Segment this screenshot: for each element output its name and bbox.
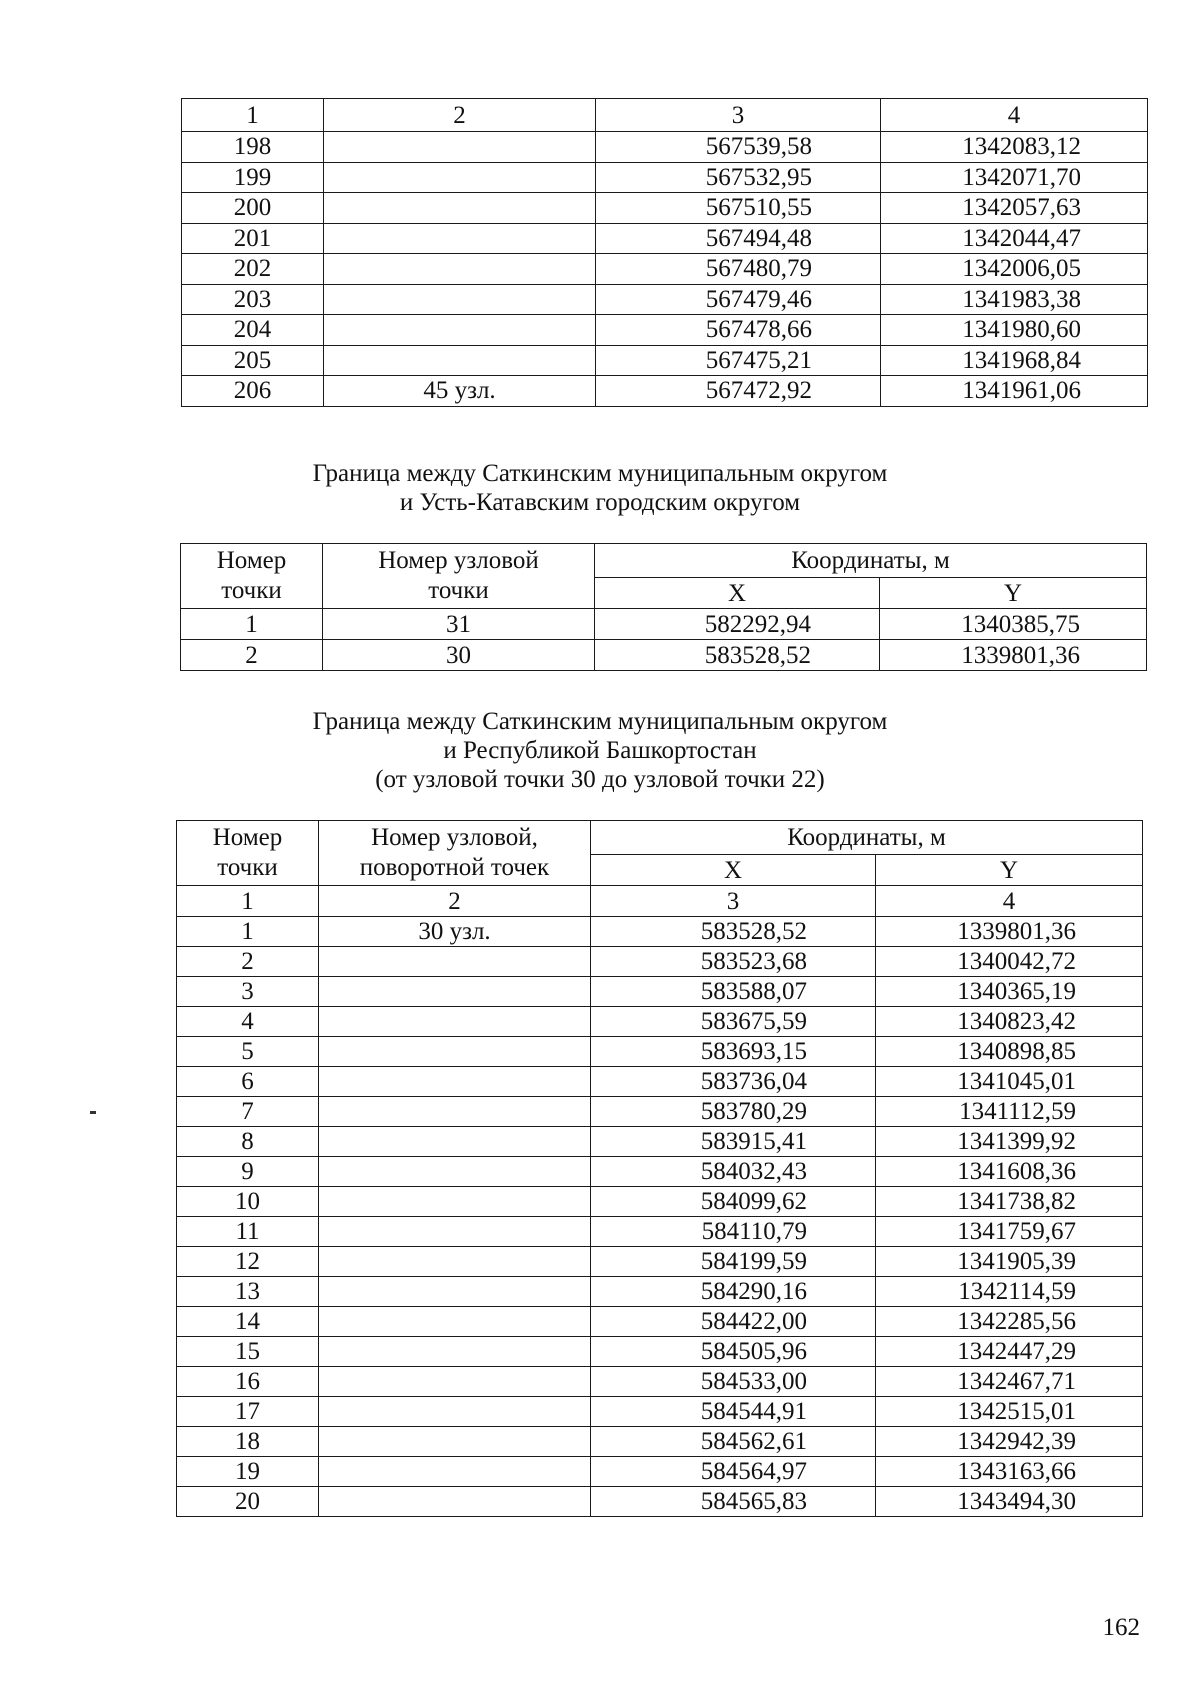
cell-y: 1340385,75 <box>880 609 1147 640</box>
table-row <box>182 284 1148 315</box>
cell-x: 584564,97 <box>591 1457 876 1487</box>
header-node-turn-number <box>319 821 591 886</box>
table-row <box>177 917 1143 947</box>
title-line: (от узловой точки 30 до узловой точки 22) <box>375 766 825 793</box>
cell-x: 584565,83 <box>591 1487 876 1517</box>
cell-node-number <box>319 1337 591 1367</box>
header-label: Номер узловой, поворотной точек <box>359 824 550 881</box>
table-row <box>177 1247 1143 1277</box>
cell-y: 4 <box>876 886 1143 917</box>
header-coordinates: Координаты, м <box>595 544 1147 578</box>
cell-y: 4 <box>881 99 1148 132</box>
cell-x: 583675,59 <box>591 1007 876 1037</box>
header-label: Номер точки <box>216 547 287 604</box>
cell-x: 584505,96 <box>591 1337 876 1367</box>
cell-point-number: 16 <box>177 1367 319 1397</box>
cell-x: 584199,59 <box>591 1247 876 1277</box>
table-row <box>177 1007 1143 1037</box>
cell-x: 3 <box>596 99 881 132</box>
cell-point-number: 1 <box>177 917 319 947</box>
section-title-ust-katav <box>0 459 1200 517</box>
cell-y: 1341608,36 <box>876 1157 1143 1187</box>
cell-point-number: 202 <box>182 254 324 285</box>
header-label: Номер узловой точки <box>378 547 539 604</box>
cell-x: 583780,29 <box>591 1097 876 1127</box>
cell-node-number <box>319 1217 591 1247</box>
cell-node-number <box>319 1187 591 1217</box>
cell-y: 1341738,82 <box>876 1187 1143 1217</box>
cell-x: 583693,15 <box>591 1037 876 1067</box>
cell-node-number <box>319 1487 591 1517</box>
table-row <box>177 1277 1143 1307</box>
cell-point-number: 5 <box>177 1037 319 1067</box>
cell-point-number: 15 <box>177 1337 319 1367</box>
table-row <box>177 1097 1143 1127</box>
header-x: X <box>591 855 876 886</box>
cell-y: 1342515,01 <box>876 1397 1143 1427</box>
cell-y: 1342285,56 <box>876 1307 1143 1337</box>
table-row <box>177 977 1143 1007</box>
cell-point-number: 205 <box>182 345 324 376</box>
table-row <box>177 1037 1143 1067</box>
cell-x: 584562,61 <box>591 1427 876 1457</box>
cell-y: 1342942,39 <box>876 1427 1143 1457</box>
cell-node-number: 31 <box>323 609 595 640</box>
cell-point-number: 198 <box>182 132 324 163</box>
cell-node-number <box>319 1037 591 1067</box>
cell-y: 1343163,66 <box>876 1457 1143 1487</box>
cell-node-number <box>319 1007 591 1037</box>
cell-y: 1341983,38 <box>881 284 1148 315</box>
cell-node-number <box>324 193 596 224</box>
cell-y: 1342006,05 <box>881 254 1148 285</box>
cell-x: 583523,68 <box>591 947 876 977</box>
cell-node-number: 30 <box>323 640 595 671</box>
table-row <box>177 1457 1143 1487</box>
cell-y: 1340823,42 <box>876 1007 1143 1037</box>
cell-point-number: 2 <box>181 640 323 671</box>
cell-point-number: 204 <box>182 315 324 346</box>
title-line: и Усть-Катавским городским округом <box>399 489 801 516</box>
cell-point-number: 206 <box>182 376 324 407</box>
cell-y: 1342467,71 <box>876 1367 1143 1397</box>
cell-x: 567539,58 <box>596 132 881 163</box>
header-point-number <box>177 821 319 886</box>
cell-x: 567510,55 <box>596 193 881 224</box>
cell-point-number: 17 <box>177 1397 319 1427</box>
cell-x: 583915,41 <box>591 1127 876 1157</box>
cell-point-number: 199 <box>182 162 324 193</box>
cell-node-number: 2 <box>319 886 591 917</box>
cell-x: 567479,46 <box>596 284 881 315</box>
coordinates-table-bashkortostan <box>176 820 1143 1517</box>
table-row <box>177 947 1143 977</box>
cell-node-number <box>319 1127 591 1157</box>
cell-point-number: 6 <box>177 1067 319 1097</box>
cell-node-number: 2 <box>324 99 596 132</box>
cell-point-number: 1 <box>181 609 323 640</box>
cell-point-number: 200 <box>182 193 324 224</box>
table-row <box>181 609 1147 640</box>
cell-y: 1341759,67 <box>876 1217 1143 1247</box>
cell-node-number <box>319 1367 591 1397</box>
cell-point-number: 7 <box>177 1097 319 1127</box>
table-row <box>177 1337 1143 1367</box>
coordinates-table-continued <box>181 98 1148 407</box>
cell-node-number <box>324 254 596 285</box>
header-coordinates: Координаты, м <box>591 821 1143 855</box>
cell-node-number <box>324 315 596 346</box>
cell-x: 3 <box>591 886 876 917</box>
table-body <box>182 99 1148 407</box>
cell-x: 567494,48 <box>596 223 881 254</box>
table-row <box>181 640 1147 671</box>
cell-node-number <box>324 132 596 163</box>
cell-y: 1342057,63 <box>881 193 1148 224</box>
cell-point-number: 12 <box>177 1247 319 1277</box>
table-row <box>182 223 1148 254</box>
cell-node-number <box>319 1157 591 1187</box>
cell-y: 1341112,59 <box>876 1097 1143 1127</box>
table-row <box>177 1307 1143 1337</box>
header-y: Y <box>876 855 1143 886</box>
cell-point-number: 2 <box>177 947 319 977</box>
cell-x: 567480,79 <box>596 254 881 285</box>
table-row <box>182 315 1148 346</box>
cell-x: 584110,79 <box>591 1217 876 1247</box>
cell-node-number <box>319 1277 591 1307</box>
cell-x: 583588,07 <box>591 977 876 1007</box>
cell-node-number <box>324 345 596 376</box>
cell-x: 583528,52 <box>591 917 876 947</box>
table-body <box>181 609 1147 671</box>
table-row <box>177 1487 1143 1517</box>
cell-x: 583528,52 <box>595 640 880 671</box>
section-title-bashkortostan <box>0 707 1200 794</box>
header-y: Y <box>880 578 1147 609</box>
table-row <box>177 1187 1143 1217</box>
cell-node-number: 30 узл. <box>319 917 591 947</box>
column-index-row <box>182 99 1148 132</box>
cell-point-number: 19 <box>177 1457 319 1487</box>
table-row <box>182 132 1148 163</box>
cell-x: 567532,95 <box>596 162 881 193</box>
cell-node-number <box>324 284 596 315</box>
cell-point-number: 8 <box>177 1127 319 1157</box>
cell-point-number: 18 <box>177 1427 319 1457</box>
cell-node-number <box>319 1247 591 1277</box>
table-row <box>177 1217 1143 1247</box>
cell-node-number <box>319 977 591 1007</box>
column-index-row <box>177 886 1143 917</box>
cell-point-number: 4 <box>177 1007 319 1037</box>
cell-x: 584422,00 <box>591 1307 876 1337</box>
table-body <box>177 886 1143 1517</box>
table-row <box>182 345 1148 376</box>
cell-node-number <box>319 1397 591 1427</box>
cell-y: 1342114,59 <box>876 1277 1143 1307</box>
cell-x: 584544,91 <box>591 1397 876 1427</box>
cell-point-number: 201 <box>182 223 324 254</box>
cell-point-number: 10 <box>177 1187 319 1217</box>
header-x: X <box>595 578 880 609</box>
table-row <box>177 1067 1143 1097</box>
cell-x: 567475,21 <box>596 345 881 376</box>
cell-y: 1340042,72 <box>876 947 1143 977</box>
cell-y: 1341980,60 <box>881 315 1148 346</box>
cell-point-number: 3 <box>177 977 319 1007</box>
cell-point-number: 11 <box>177 1217 319 1247</box>
cell-point-number: 14 <box>177 1307 319 1337</box>
cell-x: 584032,43 <box>591 1157 876 1187</box>
coordinates-table-ust-katav <box>180 543 1147 671</box>
header-node-number <box>323 544 595 609</box>
table-row <box>177 1157 1143 1187</box>
table-row <box>177 1127 1143 1157</box>
cell-y: 1341905,39 <box>876 1247 1143 1277</box>
cell-node-number <box>319 1427 591 1457</box>
table-row <box>177 1397 1143 1427</box>
title-line: Граница между Саткинским муниципальным округом <box>312 460 888 487</box>
header-point-number <box>181 544 323 609</box>
cell-node-number <box>319 1067 591 1097</box>
cell-node-number: 45 узл. <box>324 376 596 407</box>
cell-x: 567478,66 <box>596 315 881 346</box>
cell-node-number <box>319 1307 591 1337</box>
cell-y: 1342083,12 <box>881 132 1148 163</box>
cell-point-number: 13 <box>177 1277 319 1307</box>
title-line: Граница между Саткинским муниципальным округом <box>312 708 888 735</box>
cell-point-number: 20 <box>177 1487 319 1517</box>
table-row <box>182 376 1148 407</box>
cell-node-number <box>319 1097 591 1127</box>
cell-y: 1342447,29 <box>876 1337 1143 1367</box>
cell-x: 584290,16 <box>591 1277 876 1307</box>
cell-y: 1341045,01 <box>876 1067 1143 1097</box>
cell-x: 583736,04 <box>591 1067 876 1097</box>
cell-node-number <box>324 223 596 254</box>
cell-y: 1342071,70 <box>881 162 1148 193</box>
title-line: и Республикой Башкортостан <box>443 737 757 764</box>
cell-point-number: 203 <box>182 284 324 315</box>
cell-x: 584099,62 <box>591 1187 876 1217</box>
cell-x: 582292,94 <box>595 609 880 640</box>
cell-y: 1341399,92 <box>876 1127 1143 1157</box>
page-number: 162 <box>1102 1614 1140 1641</box>
header-label: Номер точки <box>212 824 283 881</box>
cell-y: 1342044,47 <box>881 223 1148 254</box>
cell-node-number <box>319 947 591 977</box>
table-row <box>182 254 1148 285</box>
cell-y: 1339801,36 <box>880 640 1147 671</box>
cell-y: 1339801,36 <box>876 917 1143 947</box>
cell-node-number <box>324 162 596 193</box>
cell-point-number: 1 <box>182 99 324 132</box>
cell-point-number: 1 <box>177 886 319 917</box>
cell-node-number <box>319 1457 591 1487</box>
cell-point-number: 9 <box>177 1157 319 1187</box>
cell-x: 567472,92 <box>596 376 881 407</box>
cell-y: 1341968,84 <box>881 345 1148 376</box>
scan-speck <box>90 1111 96 1114</box>
cell-y: 1343494,30 <box>876 1487 1143 1517</box>
cell-x: 584533,00 <box>591 1367 876 1397</box>
cell-y: 1341961,06 <box>881 376 1148 407</box>
cell-y: 1340898,85 <box>876 1037 1143 1067</box>
table-row <box>182 162 1148 193</box>
table-row <box>177 1367 1143 1397</box>
table-row <box>182 193 1148 224</box>
table-row <box>177 1427 1143 1457</box>
cell-y: 1340365,19 <box>876 977 1143 1007</box>
